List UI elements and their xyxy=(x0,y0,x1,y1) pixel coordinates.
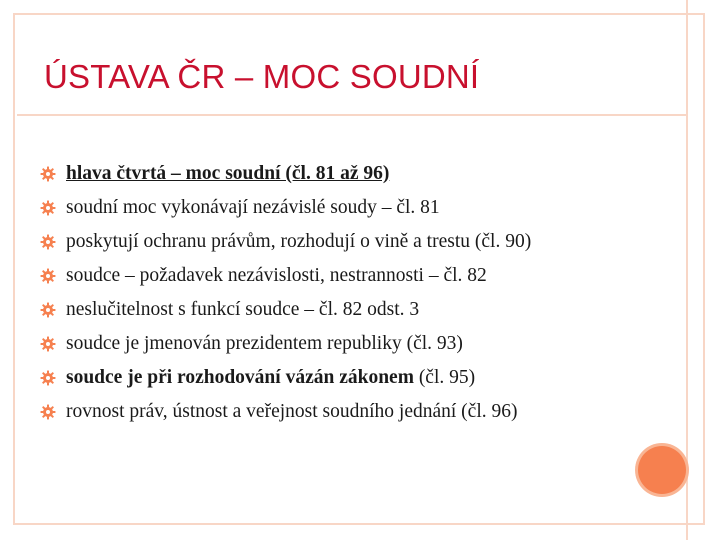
gear-icon xyxy=(40,234,56,250)
list-item xyxy=(40,225,531,259)
bullet-list xyxy=(40,157,531,429)
list-item xyxy=(40,395,531,429)
decorative-vertical-line xyxy=(686,0,688,540)
list-item-text: neslučitelnost s funkcí soudce – čl. 82 odst. 3 xyxy=(66,299,420,320)
list-item-text: rovnost práv, ústnost a veřejnost soudního jednání (čl. 96) xyxy=(66,401,518,422)
list-item-text: hlava čtvrtá – moc soudní (čl. 81 až 96) xyxy=(66,163,390,184)
gear-icon xyxy=(40,370,56,386)
list-item-text: soudní moc vykonávají nezávislé soudy – čl. 81 xyxy=(66,197,440,218)
decorative-circle xyxy=(638,446,686,494)
list-item-text: soudce – požadavek nezávislosti, nestrannosti – čl. 82 xyxy=(66,265,487,286)
list-item-text-bold: soudce je při rozhodování vázán zákonem xyxy=(66,367,414,388)
list-item xyxy=(40,157,531,191)
list-item xyxy=(40,259,531,293)
list-item xyxy=(40,327,531,361)
list-item xyxy=(40,191,531,225)
gear-icon xyxy=(40,268,56,284)
list-item xyxy=(40,293,531,327)
gear-icon xyxy=(40,404,56,420)
title-divider xyxy=(17,114,686,116)
list-item-text: soudce je jmenován prezidentem republiky (čl. 93) xyxy=(66,333,463,354)
list-item xyxy=(40,361,531,395)
gear-icon xyxy=(40,302,56,318)
list-item-text: (čl. 95) xyxy=(413,367,476,388)
slide-title: ÚSTAVA ČR – MOC SOUDNÍ xyxy=(44,58,480,95)
list-item-text: poskytují ochranu právům, rozhodují o vině a trestu (čl. 90) xyxy=(66,231,532,252)
gear-icon xyxy=(40,200,56,216)
gear-icon xyxy=(40,336,56,352)
gear-icon xyxy=(40,166,56,182)
